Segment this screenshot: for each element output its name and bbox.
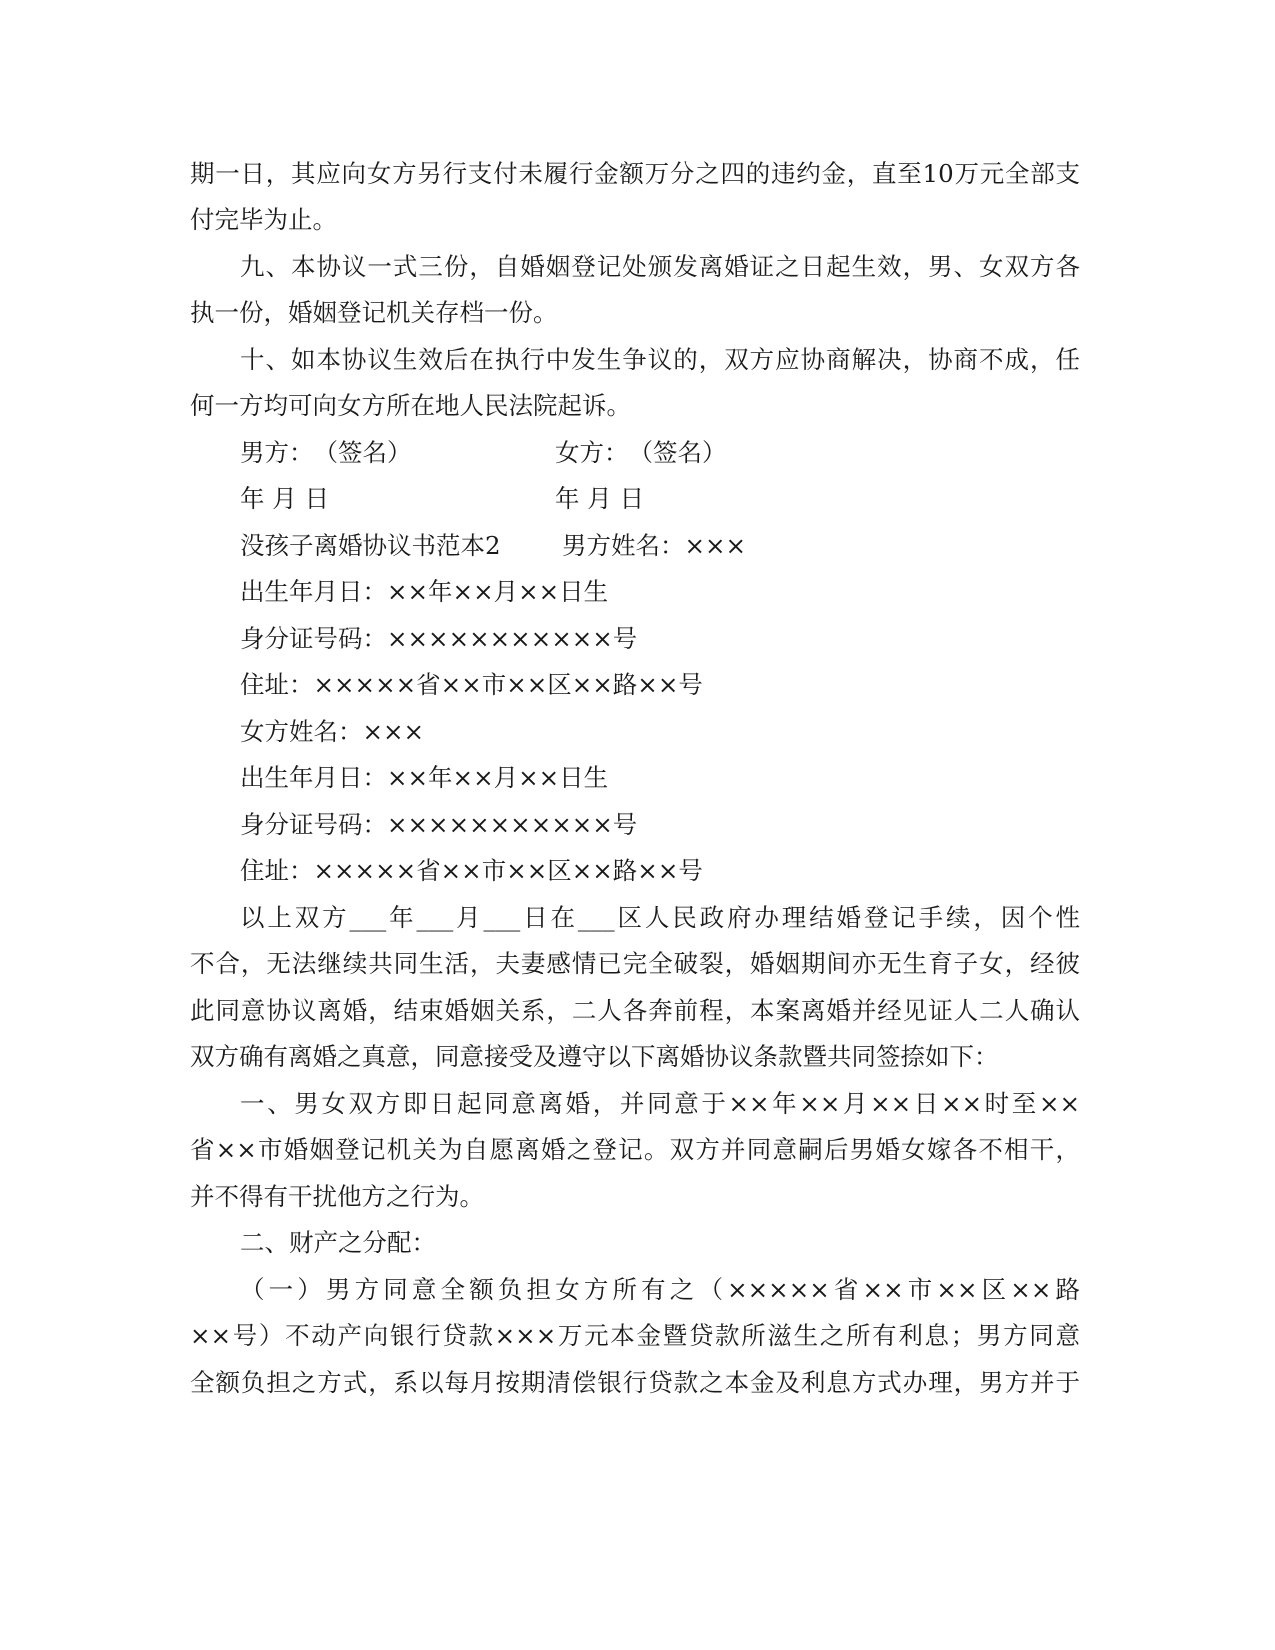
paragraph-line: 何一方均可向女方所在地人民法院起诉。 [190,391,631,420]
sample-title: 没孩子离婚协议书范本2 [240,531,501,560]
paragraph-line: 十、如本协议生效后在执行中发生争议的，双方应协商解决，协商不成，任 [240,345,1080,374]
male-signature-label: 男方： （签名） [240,438,412,467]
paragraph-line: 双方确有离婚之真意，同意接受及遵守以下离婚协议条款暨共同签捺如下： [190,1042,999,1071]
paragraph-line: 执一份，婚姻登记机关存档一份。 [190,298,558,327]
female-signature-date: 年 月 日 [555,484,645,513]
paragraph-line: 此同意协议离婚，结束婚姻关系，二人各奔前程，本案离婚并经见证人二人确认 [190,996,1080,1025]
female-id: 身分证号码：×××××××××××号 [240,810,638,839]
male-name: 男方姓名：××× [562,531,747,560]
male-address: 住址：×××××省××市××区××路××号 [240,670,703,699]
male-birth: 出生年月日：××年××月××日生 [240,577,609,606]
paragraph-line: ××号）不动产向银行贷款×××万元本金暨贷款所滋生之所有利息；男方同意 [190,1321,1080,1350]
paragraph-line: （一）男方同意全额负担女方所有之（×××××省××市××区××路 [240,1275,1080,1304]
paragraph-line: 一、男女双方即日起同意离婚，并同意于××年××月××日××时至×× [240,1089,1080,1118]
female-birth: 出生年月日：××年××月××日生 [240,763,609,792]
female-name: 女方姓名：××× [240,717,425,746]
male-id: 身分证号码：×××××××××××号 [240,624,638,653]
female-address: 住址：×××××省××市××区××路××号 [240,856,703,885]
male-signature-date: 年 月 日 [240,484,330,513]
paragraph-line: 全额负担之方式，系以每月按期清偿银行贷款之本金及利息方式办理，男方并于 [190,1368,1080,1397]
paragraph-line: 并不得有干扰他方之行为。 [190,1182,484,1211]
section-heading: 二、财产之分配： [240,1228,436,1257]
paragraph-line: 付完毕为止。 [190,205,337,234]
female-signature-label: 女方： （签名） [555,438,727,467]
paragraph-line: 省××市婚姻登记机关为自愿离婚之登记。双方并同意嗣后男婚女嫁各不相干， [190,1135,1080,1164]
paragraph-line: 九、本协议一式三份，自婚姻登记处颁发离婚证之日起生效，男、女双方各 [240,252,1080,281]
paragraph-line: 以上双方___年___月___日在___区人民政府办理结婚登记手续，因个性 [240,903,1080,932]
paragraph-line: 不合，无法继续共同生活，夫妻感情已完全破裂，婚姻期间亦无生育子女，经彼 [190,949,1080,978]
paragraph-line: 期一日，其应向女方另行支付未履行金额万分之四的违约金，直至10万元全部支 [190,159,1080,188]
